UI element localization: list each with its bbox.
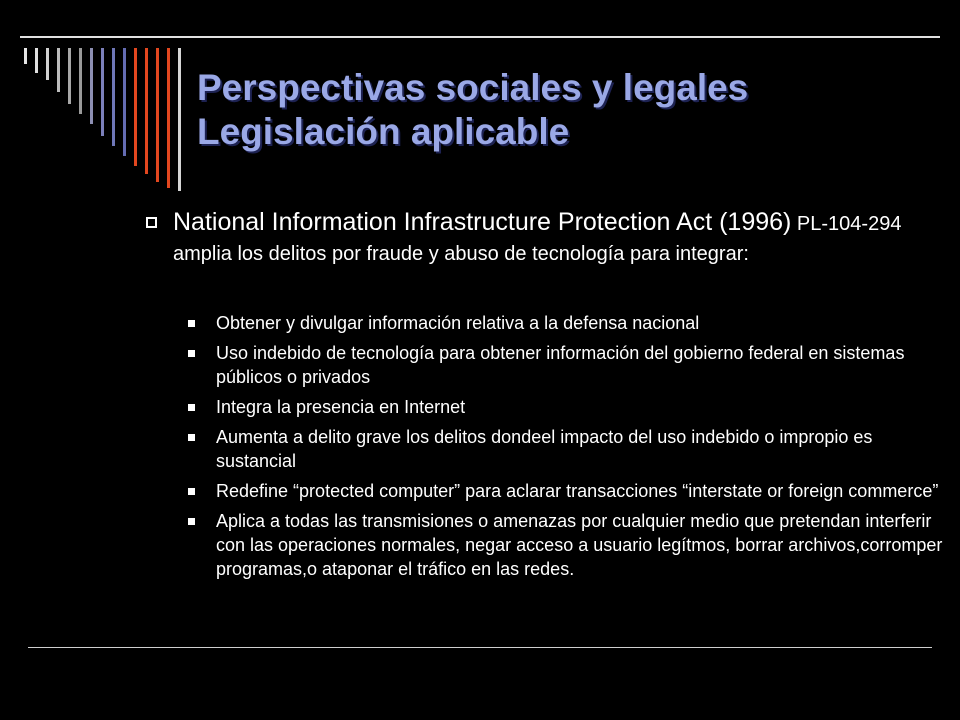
sub-bullet-text: Uso indebido de tecnología para obtener información del gobierno federal en sistemas públicos o privados [216, 343, 905, 387]
main-bullet [146, 207, 906, 269]
decorative-stripe-9 [112, 48, 115, 146]
main-bullet-text [173, 207, 906, 269]
decorative-stripe-6 [79, 48, 82, 114]
sub-bullet-text: Integra la presencia en Internet [216, 397, 466, 417]
decorative-stripe-8 [101, 48, 104, 136]
sub-bullet-text: Redefine “protected computer” para aclarar transacciones “interstate or foreign commerce” [216, 481, 939, 501]
decorative-stripe-11 [134, 48, 137, 166]
square-bullet-icon [188, 488, 195, 495]
hollow-square-bullet-icon [146, 217, 157, 228]
decorative-stripe-7 [90, 48, 93, 124]
top-rule-line [20, 36, 940, 38]
bottom-rule-line [28, 647, 932, 648]
square-bullet-icon [188, 434, 195, 441]
sub-bullet-item [188, 395, 950, 419]
decorative-stripe-13 [156, 48, 159, 182]
sub-bullet-text: Aplica a todas las transmisiones o amenazas por cualquier medio que pretendan interferir con las operaciones normales, negar acceso a usuario legítmos, borrar archivos,corromper programas,o ataponar el tráfico en las redes. [216, 511, 943, 579]
square-bullet-icon [188, 320, 195, 327]
sub-bullet-list [188, 311, 950, 587]
decorative-stripe-5 [68, 48, 71, 104]
decorative-stripe-14 [167, 48, 170, 188]
sub-bullet-item [188, 425, 950, 473]
decorative-stripe-3 [46, 48, 49, 80]
decorative-stripe-12 [145, 48, 148, 174]
decorative-stripe-4 [57, 48, 60, 92]
sub-bullet-item [188, 341, 950, 389]
main-bullet-description: PL-104-294 amplia los delitos por fraude y abuso de tecnología para integrar: [173, 213, 902, 265]
sub-bullet-text: Obtener y divulgar información relativa a la defensa nacional [216, 313, 700, 333]
square-bullet-icon [188, 350, 195, 357]
slide-title [197, 66, 748, 154]
decorative-stripe-2 [35, 48, 38, 73]
sub-bullet-text: Aumenta a delito grave los delitos dondeel impacto del uso indebido o impropio es sustancial [216, 427, 873, 471]
sub-bullet-item [188, 479, 950, 503]
decorative-stripe-1 [24, 48, 27, 64]
square-bullet-icon [188, 404, 195, 411]
decorative-stripe-10 [123, 48, 126, 156]
slide-title-line-2: Legislación aplicable [197, 111, 570, 152]
sub-bullet-item [188, 311, 950, 335]
decorative-stripe-15 [178, 48, 181, 191]
sub-bullet-item [188, 509, 950, 581]
slide-title-line-1: Perspectivas sociales y legales [197, 67, 749, 108]
square-bullet-icon [188, 518, 195, 525]
main-bullet-act-name: National Information Infrastructure Protection Act (1996) [173, 208, 792, 236]
